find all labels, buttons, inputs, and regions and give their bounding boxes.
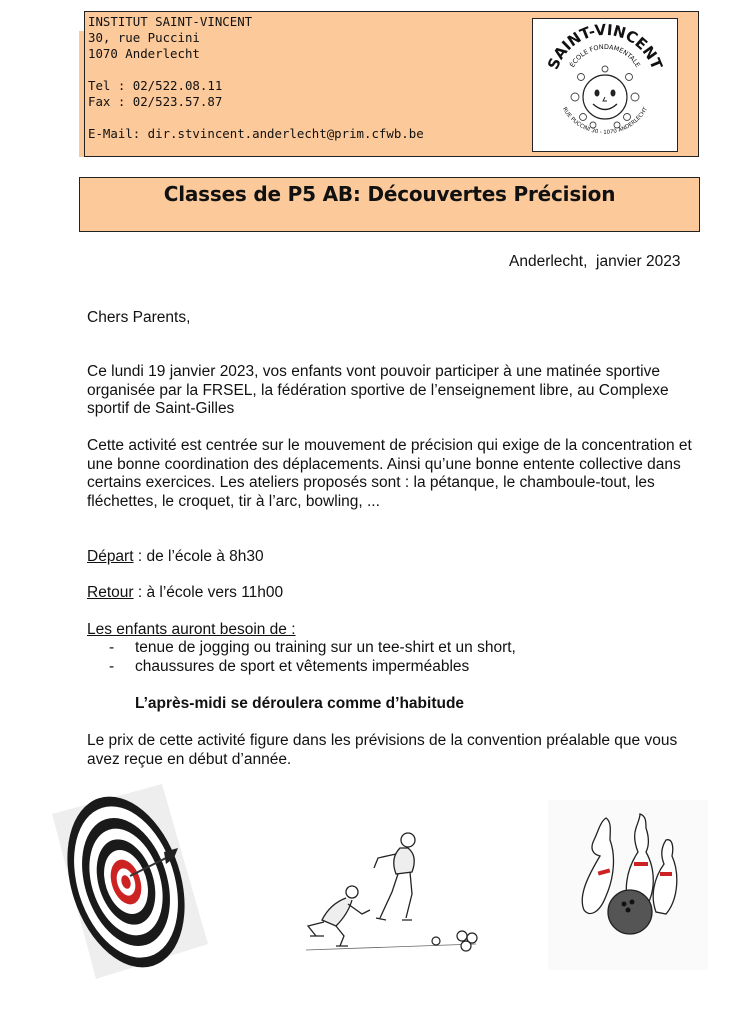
page-title: Classes de P5 AB: Découvertes Précision	[163, 182, 616, 206]
logo-sub-text: ÉCOLE FONDAMENTALE	[568, 42, 642, 69]
needs-list	[87, 638, 687, 676]
header-left-accent	[79, 31, 84, 157]
logo-top-text: SAINT-VINCENT	[543, 20, 667, 73]
school-address	[88, 14, 424, 142]
paragraph-intro: Ce lundi 19 janvier 2023, vos enfants vont pouvoir participer à une matinée sportive organisée par la FRSEL, la fédération sportive de l’enseignement libre, au Complexe sportif de Saint-Gilles	[87, 363, 669, 417]
city-line: 1070 Anderlecht	[88, 46, 200, 61]
list-item: - tenue de jogging ou training sur un tee-shirt et un short,	[109, 639, 516, 656]
petanque-illustration	[300, 828, 490, 958]
return-line	[87, 584, 697, 603]
needs-heading: Les enfants auront besoin de :	[87, 621, 296, 638]
price-paragraph: Le prix de cette activité figure dans les prévisions de la convention préalable que vous avez reçue en début d’année.	[87, 732, 678, 768]
departure-line	[87, 548, 697, 567]
school-header	[84, 11, 699, 157]
logo-bottom-text: RUE PUCCINI 30 - 1070 ANDERLECHT	[560, 106, 650, 136]
list-item: - chaussures de sport et vêtements imperméables	[109, 658, 470, 675]
departure-label: Départ	[87, 548, 134, 565]
greeting: Chers Parents,	[87, 309, 191, 326]
return-text: : à l’école vers 11h00	[133, 584, 284, 601]
bowling-icon	[548, 800, 708, 970]
paragraph-activity: Cette activité est centrée sur le mouvement de précision qui exige de la concentration et une bonne coordination des déplacements. Ainsi qu’une bonne entente collective dans certains exercices. Les ateliers proposés sont : la pétanque, le chamboule-tout, les fléchettes, le croquet, tir à l’arc, bowling, ...	[87, 437, 692, 510]
afternoon-note: L’après-midi se déroulera comme d’habitude	[135, 695, 465, 712]
school-logo	[532, 18, 678, 152]
title-banner	[79, 177, 700, 232]
return-label: Retour	[87, 584, 134, 601]
street-line: 30, rue Puccini	[88, 30, 200, 45]
place-date: Anderlecht, janvier 2023	[509, 253, 681, 270]
bowling-illustration	[548, 800, 708, 970]
dartboard-icon	[50, 784, 210, 979]
telephone-line: Tel : 02/522.08.11	[88, 78, 223, 93]
email-line: E-Mail: dir.stvincent.anderlecht@prim.cfwb.be	[88, 126, 424, 141]
petanque-players-icon	[300, 828, 490, 958]
institution-name: INSTITUT SAINT-VINCENT	[88, 14, 253, 29]
dartboard-illustration	[50, 784, 210, 979]
departure-text: : de l’école à 8h30	[133, 548, 264, 565]
fax-line: Fax : 02/523.57.87	[88, 94, 223, 109]
sun-logo-icon	[533, 19, 677, 151]
